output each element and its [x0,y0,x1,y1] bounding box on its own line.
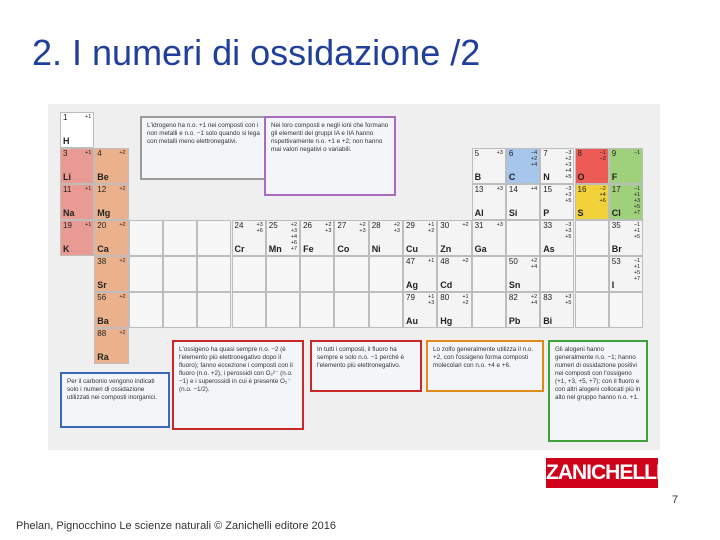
element-symbol: Al [474,208,484,218]
empty-cell [197,220,231,256]
empty-cell [197,256,231,292]
oxidation-numbers: −1 +1 +5 +7 [633,258,641,282]
oxidation-numbers: −4 +2 +4 [530,150,538,168]
empty-cell [300,256,334,292]
element-cell [472,148,506,184]
atomic-number: 53 [611,257,621,266]
element-symbol: F [611,172,618,182]
periodic-table-figure [48,104,660,450]
element-cell [575,184,609,220]
oxidation-numbers: +1 [85,186,92,192]
element-cell [609,220,643,256]
oxidation-numbers: −1 −2 [599,150,606,162]
atomic-number: 29 [406,221,415,230]
element-cell [540,220,574,256]
publisher-logo: ZANICHELLI [546,458,658,488]
atomic-number: 24 [234,221,244,230]
oxidation-numbers: +2 +3 +4 +6 +7 [290,222,298,252]
element-symbol: As [543,244,555,254]
element-symbol: Zn [440,244,452,254]
atomic-number: 3 [63,149,68,158]
element-cell [540,148,574,184]
element-cell [232,220,266,256]
oxidation-numbers: +3 [496,150,503,156]
element-symbol: Pb [508,316,521,326]
oxidation-numbers: −1 [633,150,641,156]
element-symbol: Mg [97,208,111,218]
element-symbol: Hg [440,316,453,326]
atomic-number: 27 [337,221,347,230]
empty-cell [540,256,574,292]
hydrogen-note: L'idrogeno ha n.o. +1 nei composti con i non metalli e n.o. −1 solo quando si lega con metalli meno elettronegativi. [140,116,276,180]
atomic-number: 11 [63,185,72,194]
element-cell [472,220,506,256]
element-symbol: Au [406,316,418,326]
element-cell [437,256,471,292]
element-cell [94,292,128,328]
oxidation-numbers: +1 [85,150,92,156]
oxidation-numbers: +1 +3 [428,294,435,306]
oxidation-numbers: +3 +5 [565,294,572,306]
element-symbol: K [63,244,70,254]
atomic-number: 9 [611,149,617,158]
atomic-number: 17 [611,185,621,194]
element-symbol: Cu [406,244,418,254]
oxidation-numbers: +2 [462,258,469,264]
oxidation-numbers: +2 +3 [359,222,366,234]
empty-cell [609,292,643,328]
empty-cell [575,256,609,292]
element-cell [506,292,540,328]
atomic-number: 48 [440,257,450,266]
element-symbol: Ni [371,244,381,254]
element-symbol: Bi [543,316,553,326]
empty-cell [334,292,368,328]
element-cell [506,148,540,184]
oxidation-numbers: +2 [119,258,126,264]
empty-cell [232,292,266,328]
empty-cell [266,256,300,292]
atomic-number: 19 [63,221,72,230]
element-cell [94,148,128,184]
halogens-note: Gli alogeni hanno generalmente n.o. −1; hanno numeri di ossidazione positivi nei composti con l'ossigeno (+1, +3, +5, +7); con il fluoro e con altri alogeni collocati più in alto nel gruppo hanno n.o. +1. [548,340,648,442]
element-cell [60,112,94,148]
atomic-number: 7 [543,149,548,158]
element-symbol: Cl [611,208,621,218]
element-symbol: B [474,172,482,182]
element-cell [60,184,94,220]
empty-cell [334,256,368,292]
slide-title: 2. I numeri di ossidazione /2 [32,32,481,73]
oxidation-numbers: +1 [85,222,92,228]
element-symbol: Ba [97,316,109,326]
atomic-number: 4 [97,149,102,158]
atomic-number: 83 [543,293,553,302]
empty-cell [300,292,334,328]
atomic-number: 88 [97,329,107,338]
element-cell [403,256,437,292]
element-symbol: Na [63,208,75,218]
atomic-number: 14 [508,185,518,194]
element-symbol: Ag [406,280,418,290]
empty-cell [129,256,163,292]
element-cell [506,184,540,220]
atomic-number: 31 [474,221,484,230]
element-symbol: Sn [508,280,521,290]
oxidation-numbers: +2 [119,294,126,300]
atomic-number: 82 [508,293,518,302]
element-symbol: Fe [303,244,314,254]
element-cell [369,220,403,256]
element-symbol: Li [63,172,71,182]
empty-cell [369,292,403,328]
fluorine-note: In tutti i composti, il fluoro ha sempre e solo n.o. −1 perché è l'elemento più elettronegativo. [310,340,422,392]
element-cell [540,292,574,328]
element-symbol: Mn [268,244,282,254]
atomic-number: 50 [508,257,518,266]
element-symbol: C [508,172,516,182]
page-number: 7 [672,494,679,506]
empty-cell [163,256,197,292]
atomic-number: 20 [97,221,107,230]
element-cell [300,220,334,256]
oxidation-numbers: +1 +2 [428,222,435,234]
element-symbol: Be [97,172,109,182]
oxidation-numbers: −3 +3 +5 [565,222,572,240]
oxidation-numbers: +1 [85,114,92,120]
empty-cell [472,292,506,328]
element-cell [609,184,643,220]
element-cell [540,184,574,220]
atomic-number: 30 [440,221,450,230]
atomic-number: 56 [97,293,107,302]
element-symbol: S [577,208,584,218]
atomic-number: 80 [440,293,450,302]
element-cell [472,184,506,220]
oxidation-numbers: +2 +4 [530,294,538,306]
empty-cell [575,220,609,256]
empty-cell [506,220,540,256]
oxidation-numbers: −2 +4 +6 [599,186,606,204]
atomic-number: 33 [543,221,553,230]
element-cell [437,292,471,328]
oxidation-numbers: +3 +6 [256,222,263,234]
oxidation-numbers: +2 +3 [325,222,332,234]
atomic-number: 28 [371,221,381,230]
atomic-number: 15 [543,185,553,194]
oxidation-numbers: −3 +3 +5 [565,186,572,204]
element-cell [575,148,609,184]
element-cell [94,256,128,292]
oxidation-numbers: +2 [119,150,126,156]
empty-cell [129,292,163,328]
element-symbol: Cd [440,280,453,290]
empty-cell [232,256,266,292]
empty-cell [472,256,506,292]
oxidation-numbers: +2 [462,222,469,228]
element-cell [437,220,471,256]
element-symbol: Br [611,244,622,254]
oxidation-numbers: +2 [119,222,126,228]
element-symbol: Cr [234,244,245,254]
atomic-number: 26 [303,221,312,230]
atomic-number: 6 [508,149,514,158]
element-symbol: Ga [474,244,487,254]
element-cell [334,220,368,256]
atomic-number: 79 [406,293,415,302]
element-cell [403,292,437,328]
empty-cell [575,292,609,328]
atomic-number: 47 [406,257,415,266]
element-symbol: Co [337,244,350,254]
atomic-number: 16 [577,185,587,194]
atomic-number: 8 [577,149,582,158]
element-symbol: I [611,280,615,290]
oxygen-note: L'ossigeno ha quasi sempre n.o. −2 (è l'elemento più elettronegativo dopo il fluoro); fanno eccezione i composti con il fluoro (n.o. +2), i perossidi con O₂²⁻ (n.o. −1) e i superossidi in cui è presente O₂⁻ (n.o. −1/2). [172,340,304,430]
oxidation-numbers: −1 +1 +3 +5 +7 [633,186,641,216]
atomic-number: 25 [268,221,278,230]
footer-credit: Phelan, Pignocchino Le scienze naturali © Zanichelli editore 2016 [16,520,336,532]
element-symbol: N [543,172,550,182]
oxidation-numbers: +1 [428,258,435,264]
oxidation-numbers: +2 [119,186,126,192]
element-cell [60,220,94,256]
atomic-number: 35 [611,221,621,230]
element-symbol: Ca [97,244,109,254]
atomic-number: 13 [474,185,484,194]
oxidation-numbers: +2 +3 [393,222,400,234]
element-symbol: H [63,136,70,146]
empty-cell [369,256,403,292]
element-symbol: P [543,208,550,218]
oxidation-numbers: −1 +1 +5 [633,222,641,240]
empty-cell [163,292,197,328]
element-cell [94,184,128,220]
empty-cell [197,292,231,328]
oxidation-numbers: +2 [119,330,126,336]
oxidation-numbers: −3 +2 +3 +4 +5 [565,150,572,180]
groups-note: Nei loro composti e negli ioni che formano gli elementi dei gruppi IA e IIA hanno rispettivamente n.o. +1 e +2; non hanno mai valori negativi o variabili. [264,116,396,196]
element-cell [506,256,540,292]
carbon-note: Per il carbonio vengono indicati solo i numeri di ossidazione utilizzati nei composti inorganici. [60,372,170,428]
atomic-number: 1 [63,113,68,122]
oxidation-numbers: +1 +2 [462,294,469,306]
empty-cell [129,220,163,256]
oxidation-numbers: +3 [496,186,503,192]
oxidation-numbers: +2 +4 [530,258,538,270]
element-cell [266,220,300,256]
element-cell [609,256,643,292]
atomic-number: 12 [97,185,107,194]
element-cell [609,148,643,184]
element-symbol: Si [508,208,518,218]
oxidation-numbers: +3 [496,222,503,228]
atomic-number: 38 [97,257,107,266]
atomic-number: 5 [474,149,480,158]
element-cell [94,328,128,364]
element-symbol: Ra [97,352,109,362]
empty-cell [266,292,300,328]
element-cell [403,220,437,256]
empty-cell [163,220,197,256]
element-cell [94,220,128,256]
sulfur-note: Lo zolfo generalmente utilizza il n.o. +2, con l'ossigeno forma composti molecolari con n.o. +4 e +6. [426,340,544,392]
element-symbol: O [577,172,585,182]
element-symbol: Sr [97,280,107,290]
element-cell [60,148,94,184]
oxidation-numbers: +4 [530,186,538,192]
